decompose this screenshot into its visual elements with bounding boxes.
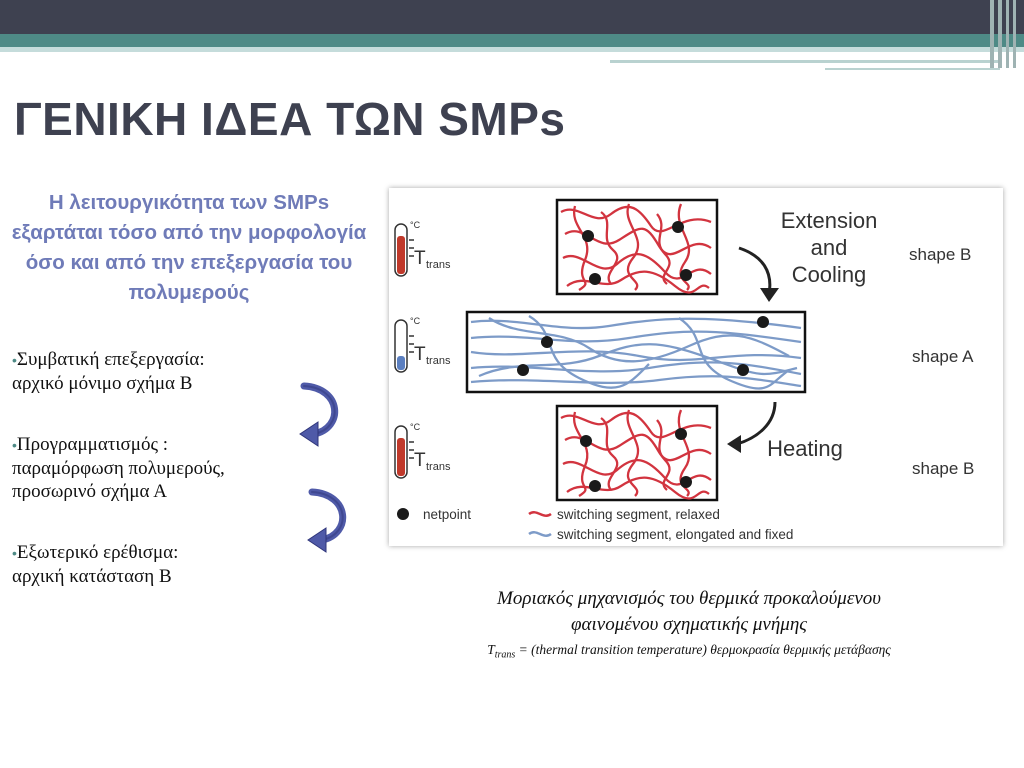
relaxed-segment-icon — [529, 512, 551, 515]
thermometer-hot-bottom — [395, 422, 451, 478]
legend-relaxed: switching segment, relaxed — [557, 507, 720, 522]
step-label: Cooling — [791, 262, 867, 287]
bullet-marker: • — [12, 545, 17, 561]
header-dark-band — [0, 0, 1024, 34]
bullet-conventional-processing — [12, 348, 312, 395]
diagram-canvas — [389, 188, 1003, 546]
header-teal-band — [0, 34, 1024, 47]
slide-title: ΓΕΝΙΚΗ ΙΔΕΑ ΤΩΝ SMPs — [14, 93, 566, 145]
header-vertical-bar — [1013, 0, 1016, 68]
figure-caption — [392, 586, 986, 666]
bullet-programming — [12, 433, 312, 503]
curved-arrow-icon — [304, 486, 356, 556]
header-accent-line — [825, 68, 1000, 70]
step-label: Extension — [780, 208, 878, 233]
t-trans-label: T — [414, 450, 426, 471]
bullet-line: αρχική κατάσταση Β — [12, 566, 172, 587]
header-vertical-bar — [1006, 0, 1009, 68]
intro-text: Η λειτουργικότητα των SMPs εξαρτάται τόσο από την μορφολογία όσο και από την επεξεργασία του πολυμερούς — [11, 191, 367, 304]
shape-label: shape A — [912, 347, 974, 366]
t-trans-subscript: trans — [426, 259, 451, 271]
caption-definition — [392, 640, 986, 666]
extension-cooling-arrow-icon — [739, 248, 779, 302]
shape-b-relaxed-bottom — [557, 406, 717, 500]
caption-t-subscript: trans — [494, 649, 516, 661]
t-trans-subscript: trans — [426, 355, 451, 367]
step-label: and — [810, 235, 848, 260]
caption-definition-text: = (thermal transition temperature) θερμοκρασία θερμικής μετάβασης — [515, 642, 891, 657]
curved-arrow-icon — [296, 380, 348, 450]
thermometer-unit: °C — [410, 220, 421, 230]
thermometer-unit: °C — [410, 316, 421, 326]
header-vertical-bar — [998, 0, 1002, 68]
caption-t: T — [487, 642, 495, 657]
shape-a-elongated-middle — [467, 312, 805, 392]
step-label: Heating — [767, 436, 843, 461]
shape-memory-diagram — [389, 188, 1003, 546]
shape-b-relaxed-top — [557, 200, 717, 294]
header-accent-line — [610, 60, 1000, 63]
shape-label: shape B — [909, 245, 972, 264]
shape-label: shape B — [912, 459, 975, 478]
thermometer-unit: °C — [410, 422, 421, 432]
t-trans-label: T — [414, 248, 426, 269]
diagram-legend — [397, 507, 793, 542]
caption-line: Μοριακός μηχανισμός του θερμικά προκαλούμενου — [497, 588, 881, 609]
legend-elongated: switching segment, elongated and fixed — [557, 527, 794, 542]
legend-netpoint: netpoint — [423, 507, 472, 522]
bullet-line: προσωρινό σχήμα Α — [12, 481, 167, 502]
bullet-line: αρχικό μόνιμο σχήμα Β — [12, 373, 193, 394]
elongated-segment-icon — [529, 532, 551, 535]
bullet-marker: • — [12, 352, 17, 368]
caption-line: φαινομένου σχηματικής μνήμης — [571, 614, 807, 635]
thermometer-cold-middle — [395, 316, 451, 372]
bullet-line: Εξωτερικό ερέθισμα: — [16, 542, 179, 563]
bullet-line: Συμβατική επεξεργασία: — [16, 349, 205, 370]
bullet-external-stimulus — [12, 541, 312, 588]
netpoint-icon — [397, 508, 409, 520]
t-trans-subscript: trans — [426, 461, 451, 473]
bullet-marker: • — [12, 437, 17, 453]
thermometer-hot-top — [395, 220, 451, 276]
header-light-band — [0, 47, 1024, 52]
bullet-line: παραμόρφωση πολυμερούς, — [12, 458, 225, 479]
bullet-line: Προγραμματισμός : — [16, 434, 168, 455]
t-trans-label: T — [414, 344, 426, 365]
header-vertical-bar — [990, 0, 994, 68]
